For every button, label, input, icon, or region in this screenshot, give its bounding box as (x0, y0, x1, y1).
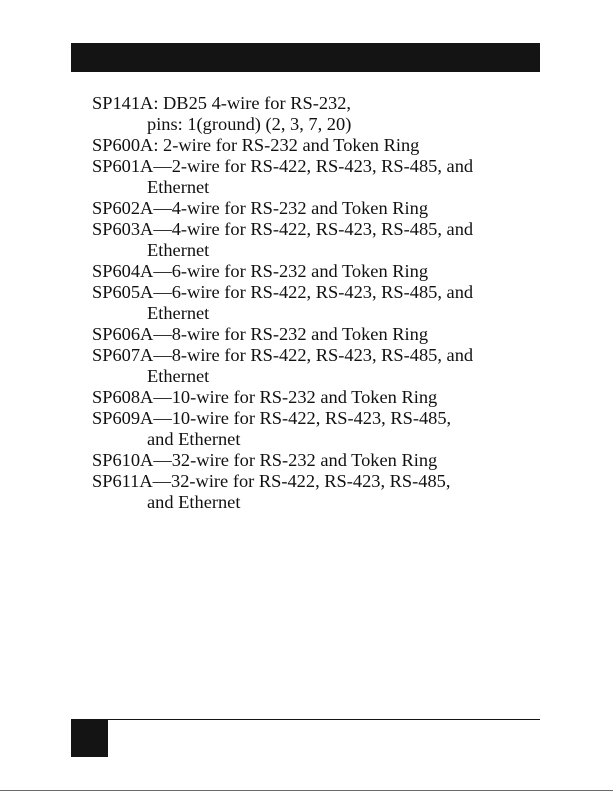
entry-text: SP610A—32-wire for RS-232 and Token Ring (92, 450, 438, 470)
list-item (92, 198, 547, 219)
list-item (92, 387, 547, 408)
entry-text: SP611A—32-wire for RS-422, RS-423, RS-485, (92, 471, 451, 491)
entry-text: SP602A—4-wire for RS-232 and Token Ring (92, 198, 429, 218)
entry-continuation: Ethernet (147, 303, 210, 323)
entry-text: SP605A—6-wire for RS-422, RS-423, RS-485, and (92, 282, 474, 302)
page-bottom-rule (0, 790, 613, 791)
entry-continuation: and Ethernet (147, 429, 241, 449)
entry-continuation: and Ethernet (147, 492, 241, 512)
entry-text: SP603A—4-wire for RS-422, RS-423, RS-485, and (92, 219, 474, 239)
list-item (92, 156, 547, 198)
list-item (92, 324, 547, 345)
page-number-block (71, 719, 108, 757)
entry-continuation: Ethernet (147, 240, 210, 260)
entry-text: SP608A—10-wire for RS-232 and Token Ring (92, 387, 438, 407)
header-bar (71, 43, 540, 72)
entry-text: SP609A—10-wire for RS-422, RS-423, RS-485, (92, 408, 452, 428)
product-list (92, 93, 547, 513)
list-item (92, 345, 547, 387)
entry-text: SP606A—8-wire for RS-232 and Token Ring (92, 324, 429, 344)
list-item (92, 282, 547, 324)
entry-text: SP604A—6-wire for RS-232 and Token Ring (92, 261, 429, 281)
list-item (92, 450, 547, 471)
footer-rule (71, 719, 540, 720)
list-item (92, 471, 547, 513)
entry-text: SP600A: 2-wire for RS-232 and Token Ring (92, 135, 420, 155)
entry-continuation: pins: 1(ground) (2, 3, 7, 20) (147, 114, 352, 134)
list-item (92, 135, 547, 156)
list-item (92, 408, 547, 450)
entry-continuation: Ethernet (147, 366, 210, 386)
list-item (92, 261, 547, 282)
entry-text: SP141A: DB25 4-wire for RS-232, (92, 93, 352, 113)
entry-text: SP601A—2-wire for RS-422, RS-423, RS-485, and (92, 156, 474, 176)
list-item (92, 219, 547, 261)
entry-text: SP607A—8-wire for RS-422, RS-423, RS-485, and (92, 345, 474, 365)
list-item (92, 93, 547, 135)
entry-continuation: Ethernet (147, 177, 210, 197)
